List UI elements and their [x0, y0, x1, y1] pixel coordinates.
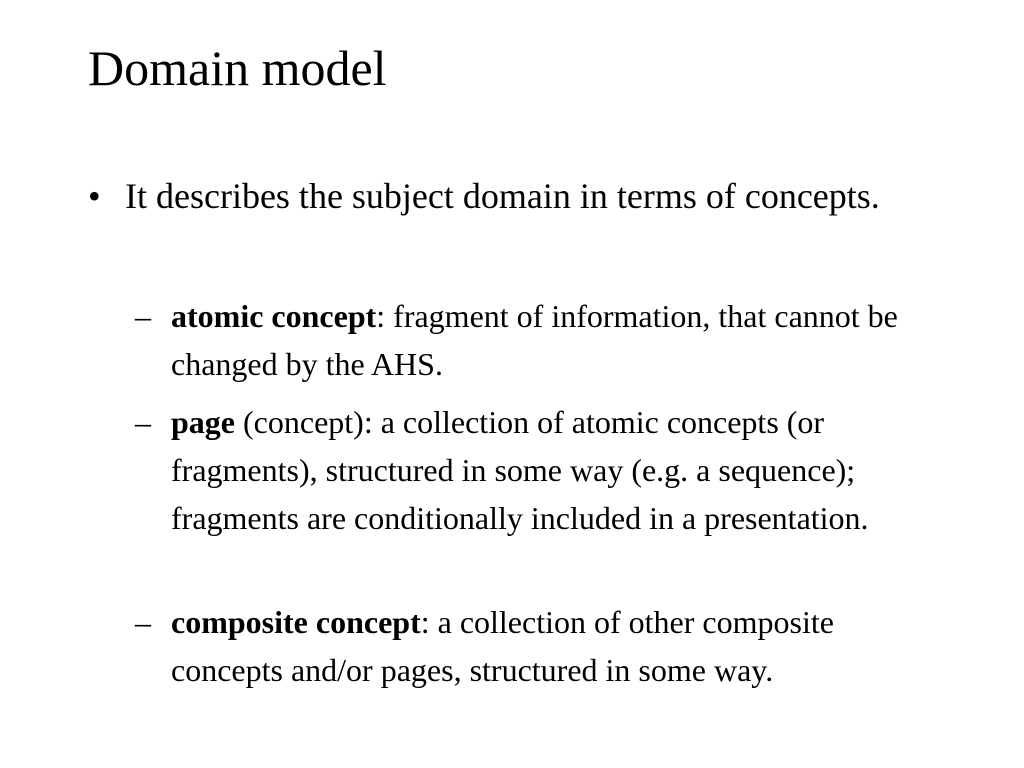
slide-title: Domain model	[88, 40, 387, 96]
term-atomic-concept: atomic concept	[171, 298, 377, 334]
bullet-marker: •	[88, 176, 101, 216]
sub-bullet-composite-concept	[135, 598, 951, 694]
sub-bullet-atomic-concept	[135, 292, 951, 388]
main-bullet	[88, 170, 925, 222]
term-composite-concept: composite concept	[171, 604, 421, 640]
term-page: page	[171, 404, 235, 440]
dash-marker: –	[135, 404, 151, 440]
definition-composite-concept: : a collection of other composite concepts and/or pages, structured in some way.	[171, 604, 834, 688]
main-bullet-text: It describes the subject domain in terms of concepts.	[125, 176, 880, 216]
definition-page: (concept): a collection of atomic concepts (or fragments), structured in some way (e.g. a sequence); fragments are conditionally included in a presentation.	[171, 404, 869, 536]
dash-marker: –	[135, 604, 151, 640]
dash-marker: –	[135, 298, 151, 334]
sub-bullet-page	[135, 398, 951, 542]
definition-atomic-concept: : fragment of information, that cannot be changed by the AHS.	[171, 298, 898, 382]
